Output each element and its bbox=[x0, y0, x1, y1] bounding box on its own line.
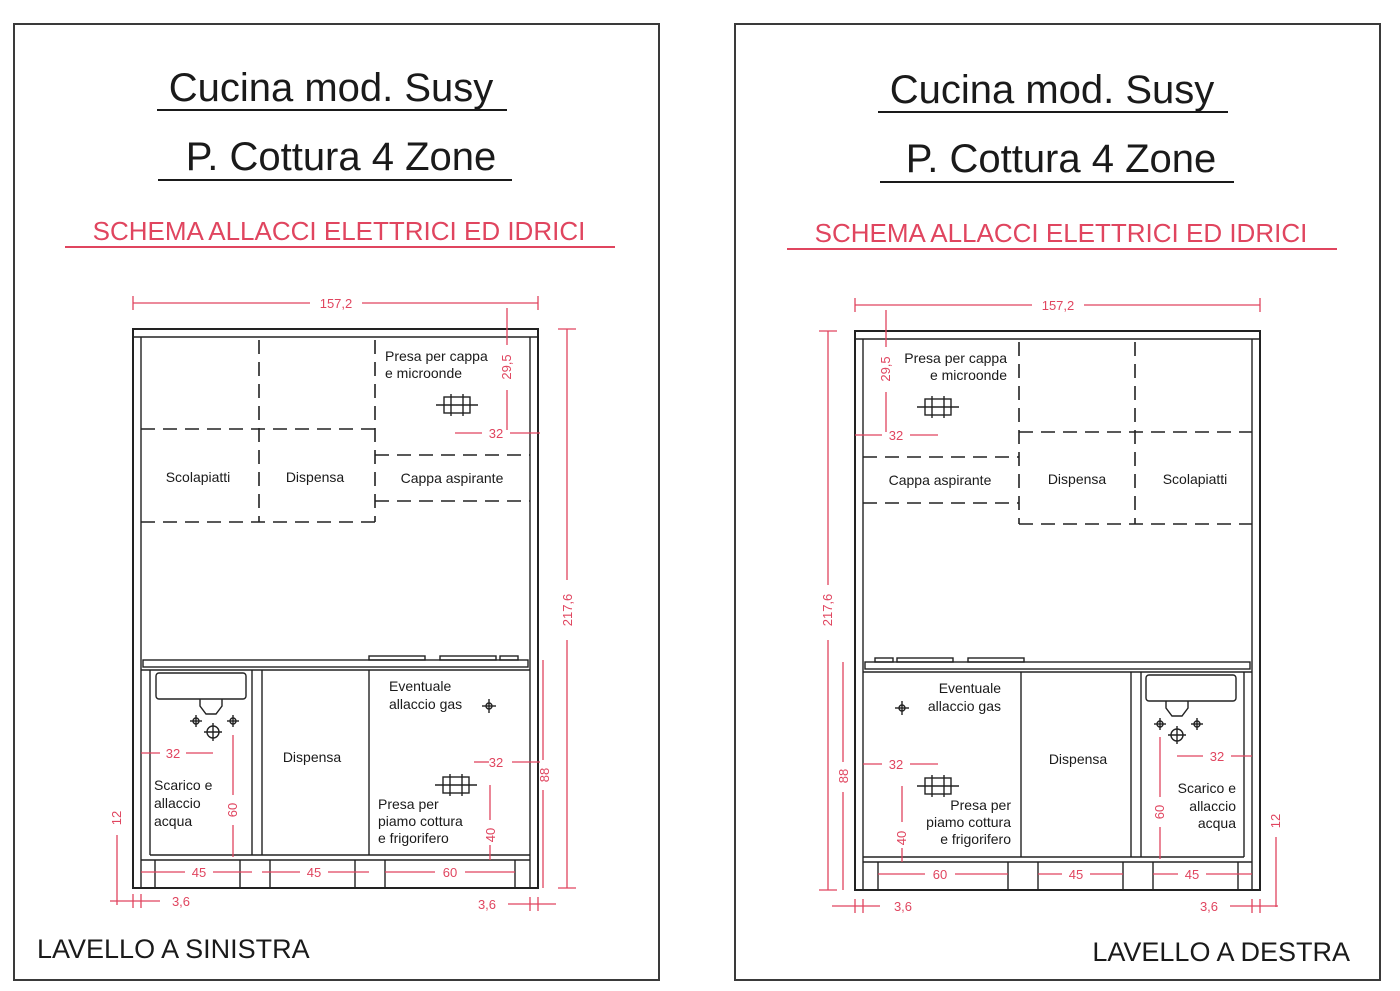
right-dim-29: 29,5 bbox=[878, 356, 893, 382]
left-hood-socket-icon bbox=[436, 394, 478, 416]
right-dim-32-socket: 32 bbox=[888, 757, 904, 772]
left-label-presa-cappa-1: Presa per cappa bbox=[385, 348, 488, 364]
left-label-scarico-1: Scarico e bbox=[154, 777, 213, 793]
right-title-line2: P. Cottura 4 Zone bbox=[905, 137, 1217, 181]
right-sheet bbox=[735, 24, 1380, 980]
right-label-scarico-1: Scarico e bbox=[1177, 780, 1236, 796]
left-title-line1: Cucina mod. Susy bbox=[168, 66, 494, 110]
left-dim-width: 157,2 bbox=[319, 296, 353, 311]
left-label-dispensa-bottom: Dispensa bbox=[282, 749, 342, 765]
right-hood-socket-icon bbox=[917, 396, 959, 418]
left-dim-3-6-a: 3,6 bbox=[171, 894, 191, 909]
right-dim-45-b: 45 bbox=[1184, 867, 1200, 882]
right-label-presa-piano-3: e frigorifero bbox=[940, 831, 1011, 847]
left-kitchen-drawing bbox=[133, 329, 538, 888]
right-label-dispensa-top: Dispensa bbox=[1047, 471, 1107, 487]
right-gas-connection-icon bbox=[895, 701, 909, 715]
left-label-scarico-2: allaccio bbox=[154, 795, 201, 811]
left-dim-60-width: 60 bbox=[442, 865, 458, 880]
left-dim-height: 217,6 bbox=[560, 593, 575, 627]
left-dim-45-b: 45 bbox=[306, 865, 322, 880]
right-label-dispensa-bottom: Dispensa bbox=[1048, 751, 1108, 767]
right-label-scarico-2: allaccio bbox=[1189, 798, 1236, 814]
left-sink-icon bbox=[156, 673, 246, 699]
right-dim-3-6-b: 3,6 bbox=[1199, 899, 1219, 914]
left-dim-29: 29,5 bbox=[499, 354, 514, 380]
right-label-presa-cappa-2: e microonde bbox=[929, 367, 1007, 383]
left-label-presa-piano-3: e frigorifero bbox=[378, 830, 449, 846]
left-dim-32-socket: 32 bbox=[488, 755, 504, 770]
right-label-presa-piano-2: piamo cottura bbox=[926, 814, 1011, 830]
right-subtitle: SCHEMA ALLACCI ELETTRICI ED IDRICI bbox=[814, 218, 1308, 248]
right-dim-45-a: 45 bbox=[1068, 867, 1084, 882]
right-hob-socket-icon bbox=[917, 775, 959, 797]
left-title-line2: P. Cottura 4 Zone bbox=[185, 135, 497, 179]
right-label-scarico-3: acqua bbox=[1197, 815, 1236, 831]
left-label-gas-2: allaccio gas bbox=[389, 696, 463, 712]
right-dim-height: 217,6 bbox=[820, 593, 835, 627]
left-dim-88: 88 bbox=[537, 767, 552, 783]
left-dim-3-6-b: 3,6 bbox=[477, 897, 497, 912]
right-caption: LAVELLO A DESTRA bbox=[1092, 937, 1350, 967]
left-gas-connection-icon bbox=[482, 699, 496, 713]
right-label-gas-2: allaccio gas bbox=[927, 698, 1001, 714]
left-dim-40: 40 bbox=[483, 827, 498, 843]
left-hob-socket-icon bbox=[435, 774, 477, 796]
right-water-connection-icon bbox=[1154, 718, 1203, 744]
right-label-scolapiatti: Scolapiatti bbox=[1162, 471, 1228, 487]
left-dim-32-hood: 32 bbox=[488, 426, 504, 441]
right-dim-60-width: 60 bbox=[932, 867, 948, 882]
left-label-scarico-3: acqua bbox=[154, 813, 193, 829]
right-dim-32-water: 32 bbox=[1209, 749, 1225, 764]
left-label-presa-cappa-2: e microonde bbox=[385, 365, 463, 381]
right-dim-width: 157,2 bbox=[1041, 298, 1075, 313]
left-caption: LAVELLO A SINISTRA bbox=[37, 934, 310, 964]
left-subtitle: SCHEMA ALLACCI ELETTRICI ED IDRICI bbox=[92, 216, 586, 246]
right-dim-40: 40 bbox=[894, 830, 909, 846]
right-label-gas-1: Eventuale bbox=[938, 680, 1001, 696]
left-label-scolapiatti: Scolapiatti bbox=[165, 469, 231, 485]
left-sheet bbox=[14, 24, 659, 980]
right-label-presa-cappa-1: Presa per cappa bbox=[904, 350, 1007, 366]
left-label-cappa: Cappa aspirante bbox=[400, 470, 504, 486]
right-dim-3-6-a: 3,6 bbox=[893, 899, 913, 914]
left-water-connection-icon bbox=[190, 715, 239, 741]
left-dim-12: 12 bbox=[109, 810, 124, 826]
left-dim-32-water: 32 bbox=[165, 746, 181, 761]
right-label-cappa: Cappa aspirante bbox=[888, 472, 992, 488]
right-dim-12: 12 bbox=[1268, 813, 1283, 829]
right-label-presa-piano-1: Presa per bbox=[950, 797, 1011, 813]
left-label-presa-piano-1: Presa per bbox=[378, 796, 439, 812]
right-dim-32-hood: 32 bbox=[888, 428, 904, 443]
right-kitchen-drawing bbox=[855, 331, 1260, 890]
left-label-presa-piano-2: piamo cottura bbox=[378, 813, 463, 829]
left-label-dispensa-top: Dispensa bbox=[285, 469, 345, 485]
right-title-line1: Cucina mod. Susy bbox=[889, 68, 1215, 112]
left-dim-45-a: 45 bbox=[191, 865, 207, 880]
right-dim-88: 88 bbox=[836, 768, 851, 784]
left-dim-60-vertical: 60 bbox=[225, 802, 240, 818]
left-label-gas-1: Eventuale bbox=[389, 678, 452, 694]
right-sink-icon bbox=[1146, 675, 1236, 701]
right-dim-60-vertical: 60 bbox=[1152, 804, 1167, 820]
